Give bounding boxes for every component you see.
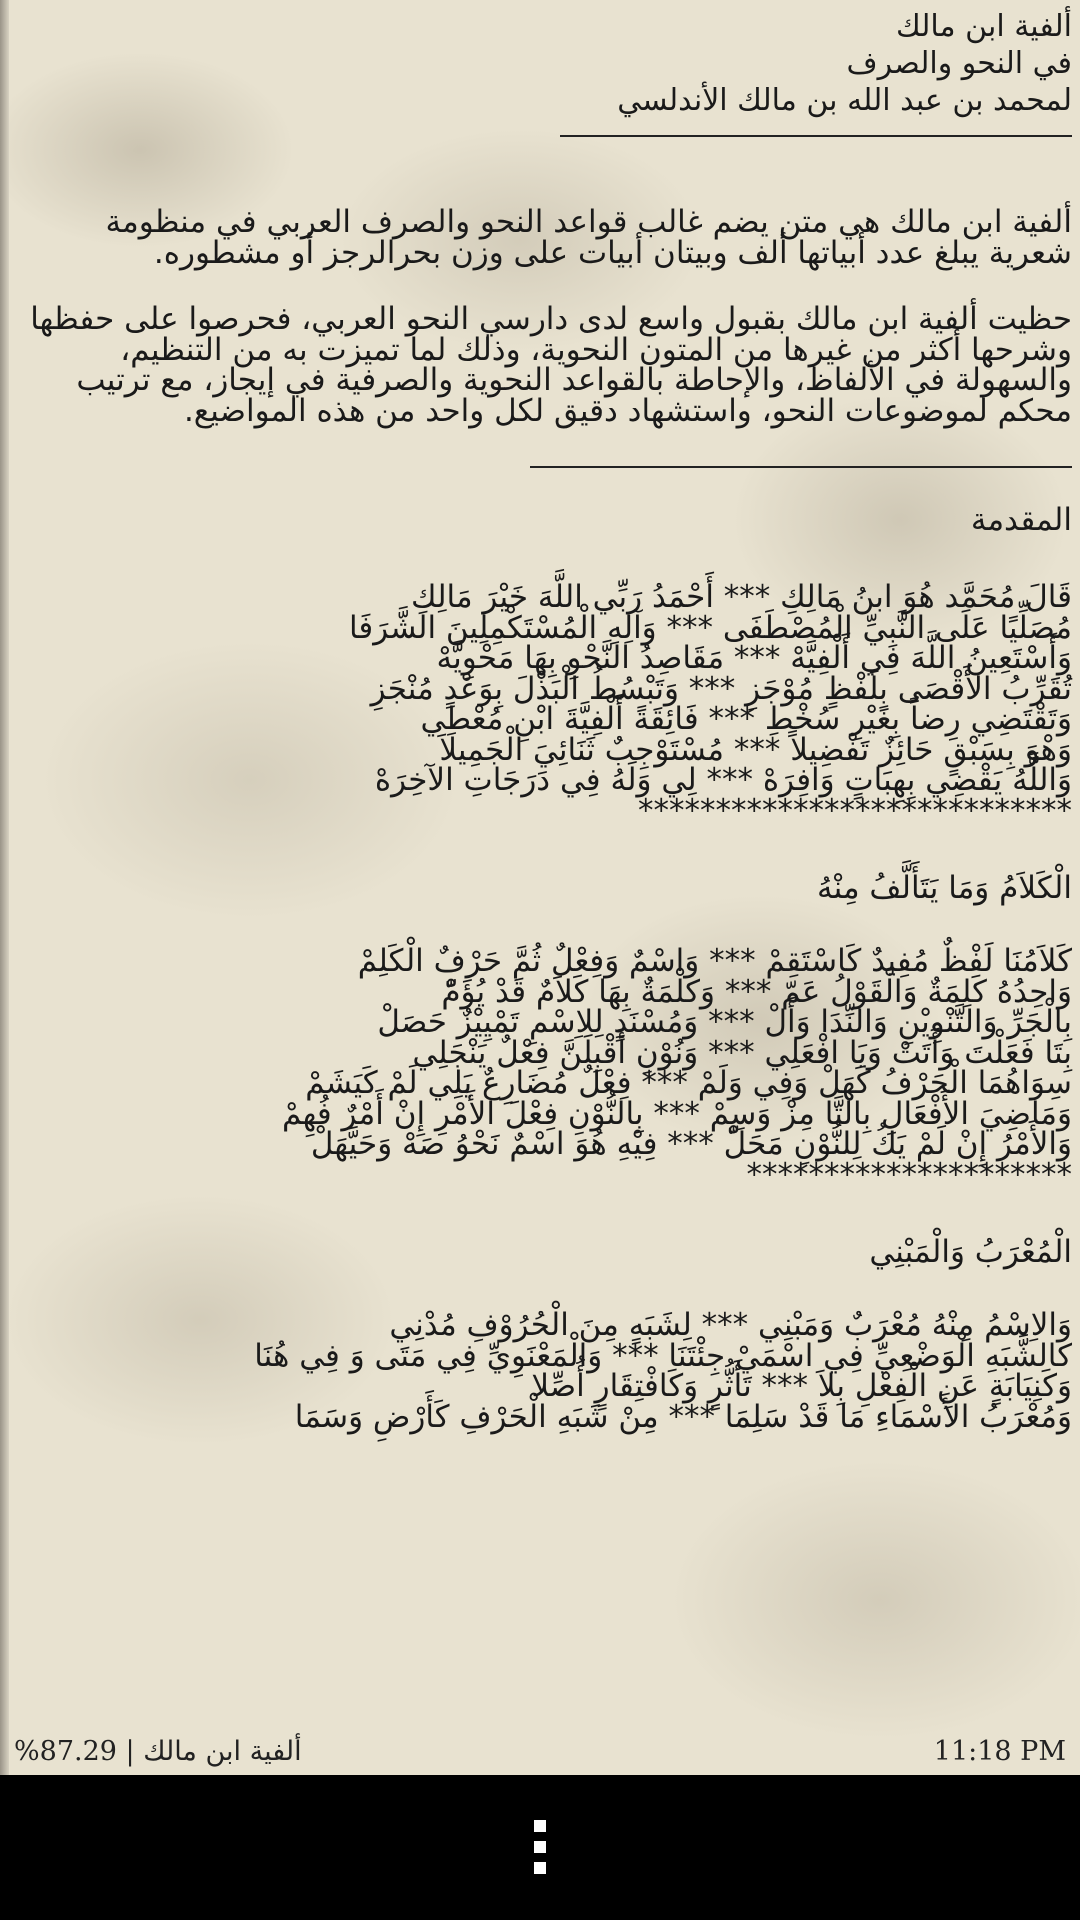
verse-line: وَمُعْرَبُ الأَسْمَاءِ مَا قَدْ سَلِمَا *** مِنْ شَبَهِ الْحَرْفِ كَأَرْضِ وَسَمَا: [294, 1398, 1072, 1435]
book-subtitle: في النحو والصرف: [846, 46, 1072, 81]
verse-line: قَالَ مُحَمَّد هُوَ ابنُ مَالِكِ *** أَحْمَدُ رَبِّي اللَّهَ خَيْرَ مَالِكِ: [410, 579, 1072, 615]
overflow-menu-icon[interactable]: [528, 1820, 552, 1882]
verse-line: بِتَا فَعَلْتَ وَأَتَتْ وَيَا افْعَلِي *** وَنُوْنِ أَقْبِلَنَّ فِعْلٌ يَنْجَلِي: [412, 1034, 1072, 1071]
verse-line: كَالشَّبَهِ الْوَضْعِيِّ فِي اسْمَيْ جِئْتَنَا *** وَالْمَعْنَوِيِّ فِي مَتَى وَ فِي هُنَا: [254, 1337, 1072, 1374]
verse-line: وَأَسْتَعِينُ اللَّهَ فِي أَلْفِيَّهْ *** مَقَاصِدُ النَّحْوِ بِهَا مَحْوِيَّهْ: [436, 640, 1072, 676]
menu-dot: [534, 1841, 546, 1853]
verses-block: [30, 579, 1072, 829]
book-title: ألفية ابن مالك: [895, 9, 1072, 44]
verse-line: وَتَقْتَضِي رِضاً بِغَيْرِ سُخْطِ *** فَائِقَةً أَلْفِيَّةَ ابْنِ مُعْطِي: [420, 701, 1072, 737]
book-header: [30, 0, 1072, 119]
verse-line: تُقَرِّبُ الأَقْصَى بِلَفْظٍ مُوْجَزِ *** وَتَبْسُطُ الْبَذْلَ بِوَعْدٍ مُنْجَزِ: [370, 670, 1072, 707]
verse-line: وَمَاضِيَ الأَفْعَالِ بِالتَّا مِزْ وَسِمْ *** بِالنُّوْنِ فِعْلَ الأَمْرِ إِنْ أَمْرٌ فُهِمْ: [281, 1095, 1072, 1132]
verse-line: وَاحِدُهُ كَلِمَةٌ وَالْقَوْلُ عَمّ *** وَكَلْمَةٌ بِهَا كَلاَمٌ قَدْ يُؤَمّْ: [441, 973, 1072, 1010]
book-author: لمحمد بن عبد الله بن مالك الأندلسي: [617, 83, 1072, 118]
verse-line: مُصَلِّيًا عَلَى النَّبِيِّ الْمُصْطَفَى *** وَآلِهِ الْمُسْتَكْمِلِينَ الشَّرَفَا: [348, 609, 1072, 646]
verse-line: بِالْجَرِّ وَالتَّنْوِيْنِ وَالنِّدَا وَأَلْ *** وَمُسْنَدٍ لِلاِسْمِ تَمْيِيْزٌ حَصَلْ: [377, 1004, 1072, 1040]
verse-line: وَكَنِيَابَةٍ عَنِ الْفِعْلِ بِلاَ *** تَأَثُّرٍ وَكَافْتِقَارٍ أُصِّلا: [531, 1368, 1072, 1404]
section-title: الْمُعْرَبُ وَالْمَبْنِي: [869, 1234, 1072, 1270]
book-progress-info: ألفية ابن مالك | 87.29%: [14, 1736, 302, 1767]
intro-paragraph: ألفية ابن مالك هي متن يضم غالب قواعد النحو والصرف العربي في منظومة شعرية يبلغ عدد أبياتها ألف وبيتان أبيات على وزن بحرالرجز أو مشطوره.: [105, 204, 1072, 271]
verse-line: سِوَاهُمَا الْحَرْفُ كَهَلْ وَفِي وَلَمْ *** فِعْلٌ مُضَارِعٌ يَلِي لَمْ كَيَشَمْ: [305, 1065, 1072, 1101]
section-title: الْكَلاَمُ وَمَا يَتَأَلَّفُ مِنْهُ: [817, 870, 1072, 906]
verse-line: وَالاِسْمُ مِنْهُ مُعْرَبٌ وَمَبْنِي *** لِشَبَهٍ مِنَ الْحُرُوْفِ مُدْنِي: [389, 1307, 1072, 1343]
menu-dot: [534, 1862, 546, 1874]
section-title: المقدمة: [970, 502, 1072, 538]
verse-line: وَالأَمْرُ إِنْ لَمْ يَكُ لِلنُّوْنِ مَحَلّْ *** فِيْهِ هُوَ اسْمٌ نَحْوُ صَهْ وَحَيَّهَلْ: [310, 1126, 1072, 1162]
clock: 11:18 PM: [933, 1736, 1066, 1767]
verse-line: كَلاَمُنَا لَفْظٌ مُفِيدٌ كَاسْتَقِمْ *** وَاسْمٌ وَفِعْلٌ ثُمَّ حَرْفٌ الْكَلِمْ: [357, 943, 1072, 979]
verse-separator: *********************: [746, 1156, 1072, 1193]
divider: [530, 466, 1072, 468]
intro-paragraph: حظيت ألفية ابن مالك بقبول واسع لدى دارسي النحو العربي، فحرصوا على حفظها وشرحها أكثر من غيرها من المتون النحوية، وذلك لما تميزت به من التنظيم، والسهولة في الألفاظ، والإحاطة بالقواعد النحوية والصرفية في إيجاز، مع ترتيب محكم لموضوعات النحو، واستشهاد دقيق لكل واحد من هذه المواضيع.: [30, 301, 1072, 429]
book-content: [30, 0, 1072, 1435]
verses-block: [30, 943, 1072, 1193]
verse-line: وَاللَّهُ يَقْضِي بِهِبَاتٍ وَافِرَهْ *** لِي وَلَهُ فِي دَرَجَاتِ الآخِرَهْ: [374, 762, 1072, 798]
verses-block: [30, 1307, 1072, 1435]
divider: [560, 135, 1072, 137]
reader-status-bar: [0, 1728, 1080, 1775]
verse-line: وَهْوَ بِسَبْقٍ حَائِزٌ تَفْضِيلاً *** مُسْتَوْجِبٌ ثَنَائِيَ الْجَمِيلاَ: [439, 731, 1072, 768]
menu-dot: [534, 1820, 546, 1832]
verse-separator: ****************************: [638, 792, 1072, 829]
